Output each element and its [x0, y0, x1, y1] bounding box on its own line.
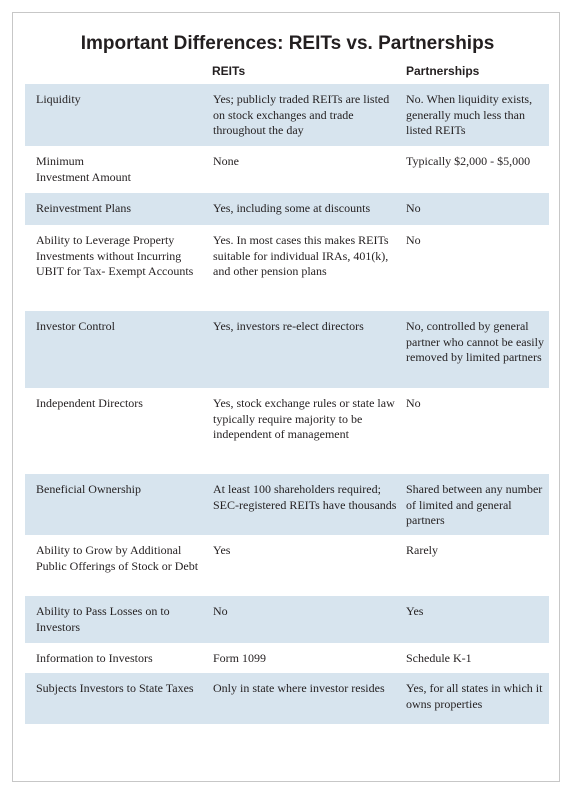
partnerships-cell: No. When liquidity exists, generally much less than listed REITs: [406, 92, 533, 137]
row-label: Ability to Pass Losses on to Investors: [36, 604, 170, 634]
table-row: [25, 643, 549, 673]
table-row: [25, 474, 549, 535]
reits-cell: No: [213, 604, 228, 618]
row-label: Beneficial Ownership: [36, 482, 141, 496]
partnerships-cell: No: [406, 201, 421, 215]
row-label: Information to Investors: [36, 651, 153, 665]
reits-cell: Yes: [213, 543, 231, 557]
table-row: [25, 193, 549, 225]
row-label: Investor Control: [36, 319, 115, 333]
partnerships-cell: Yes: [406, 604, 424, 618]
partnerships-cell: No: [406, 396, 421, 410]
row-label: Subjects Investors to State Taxes: [36, 681, 194, 695]
reits-cell: Yes, including some at discounts: [213, 201, 371, 215]
partnerships-cell: Shared between any number of limited and general partners: [406, 482, 543, 527]
table-row: [25, 311, 549, 388]
column-header-partnerships: Partnerships: [406, 64, 480, 78]
row-label: Minimum Investment Amount: [36, 154, 131, 184]
row-label: Liquidity: [36, 92, 81, 106]
reits-cell: None: [213, 154, 239, 168]
reits-cell: Yes. In most cases this makes REITs suitable for individual IRAs, 401(k), and other pension plans: [213, 233, 389, 278]
table-row: [25, 596, 549, 643]
row-label: Reinvestment Plans: [36, 201, 131, 215]
column-header-reits: REITs: [212, 64, 246, 78]
reits-cell: At least 100 shareholders required; SEC-registered REITs have thousands: [213, 482, 397, 512]
reits-cell: Form 1099: [213, 651, 267, 665]
reits-cell: Yes, stock exchange rules or state law typically require majority to be independent of management: [213, 396, 395, 441]
table-row: [25, 225, 549, 311]
table-row: [25, 673, 549, 724]
partnerships-cell: Rarely: [406, 543, 438, 557]
comparison-table: [25, 84, 549, 724]
partnerships-cell: No: [406, 233, 421, 247]
row-label: Independent Directors: [36, 396, 143, 410]
row-label: Ability to Leverage Property Investments without Incurring UBIT for Tax- Exempt Accounts: [36, 233, 194, 278]
reits-cell: Only in state where investor resides: [213, 681, 385, 695]
partnerships-cell: Yes, for all states in which it owns properties: [406, 681, 543, 711]
partnerships-cell: Schedule K-1: [406, 651, 472, 665]
reits-cell: Yes, investors re-elect directors: [213, 319, 364, 333]
row-label: Ability to Grow by Additional Public Offerings of Stock or Debt: [36, 543, 199, 573]
table-row: [25, 388, 549, 474]
table-row: [25, 84, 549, 146]
partnerships-cell: No, controlled by general partner who cannot be easily removed by limited partners: [406, 319, 544, 364]
page-title: Important Differences: REITs vs. Partnerships: [80, 33, 495, 54]
table-row: [25, 535, 549, 596]
reits-cell: Yes; publicly traded REITs are listed on stock exchanges and trade throughout the day: [213, 92, 390, 137]
table-row: [25, 146, 549, 193]
partnerships-cell: Typically $2,000 - $5,000: [406, 154, 531, 168]
